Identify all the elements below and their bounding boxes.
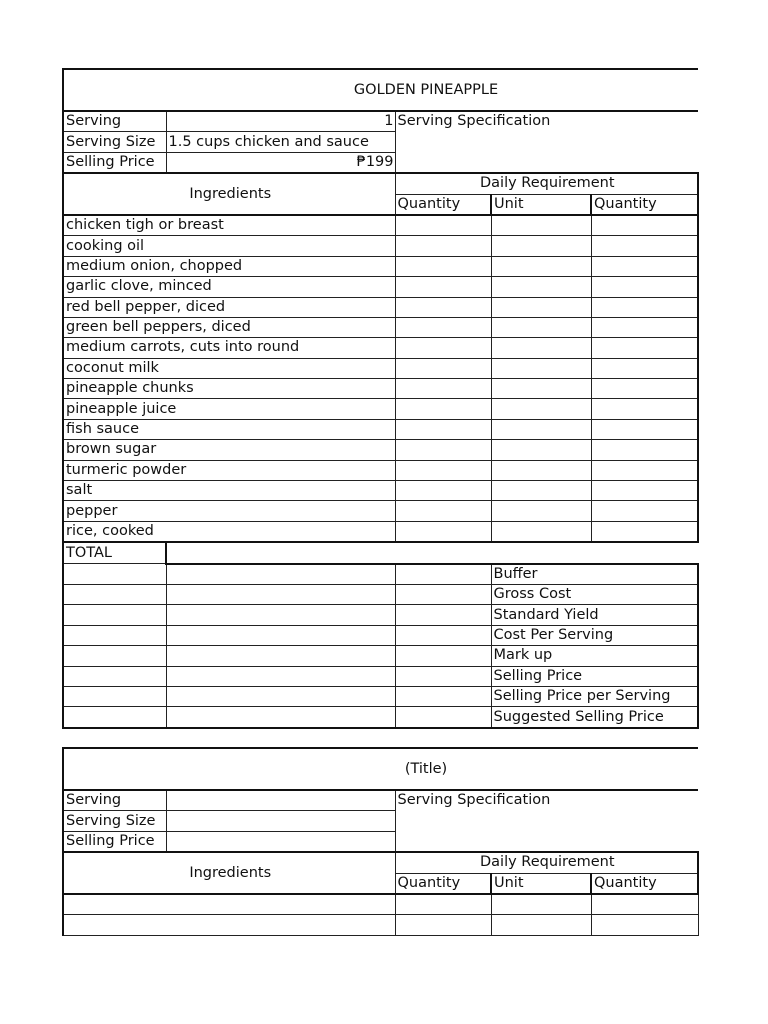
ingredient-name-cell[interactable]: coconut milk: [63, 358, 395, 378]
quantity-column-header: Quantity: [395, 873, 491, 894]
serving-size-label: Serving Size: [63, 132, 166, 152]
cost-col-c-cell[interactable]: [395, 646, 491, 666]
cost-col-b-cell[interactable]: [166, 686, 395, 706]
recipe-costing-sheet-blank: [62, 747, 697, 936]
quantity-cell[interactable]: [395, 419, 491, 439]
unit-cell[interactable]: [491, 481, 591, 501]
ingredient-row: [63, 277, 698, 297]
cost-col-a-cell[interactable]: [63, 625, 166, 645]
unit-cell[interactable]: [491, 915, 591, 935]
serving-size-value-cell[interactable]: [166, 811, 395, 831]
cost-col-b-cell[interactable]: [166, 584, 395, 604]
cost-row: [63, 646, 698, 666]
quantity-cell[interactable]: [395, 338, 491, 358]
ingredient-row: [63, 317, 698, 337]
ingredient-row: [63, 440, 698, 460]
quantity-cell[interactable]: [395, 481, 491, 501]
ingredient-name-cell[interactable]: cooking oil: [63, 236, 395, 256]
serving-size-value-cell[interactable]: 1.5 cups chicken and sauce: [166, 132, 395, 152]
cost-col-c-cell[interactable]: [395, 584, 491, 604]
quantity-cell[interactable]: [395, 215, 491, 236]
sheet-title: (Title): [63, 748, 698, 790]
ingredient-row: [63, 501, 698, 521]
ingredient-name-cell[interactable]: medium carrots, cuts into round: [63, 338, 395, 358]
ingredient-row: [63, 481, 698, 501]
ingredient-name-cell[interactable]: medium onion, chopped: [63, 256, 395, 276]
ingredient-name-cell[interactable]: garlic clove, minced: [63, 277, 395, 297]
ingredient-name-cell[interactable]: salt: [63, 481, 395, 501]
quantity2-cell[interactable]: [591, 358, 698, 378]
quantity2-cell[interactable]: [591, 419, 698, 439]
quantity2-cell[interactable]: [591, 894, 698, 915]
selling-price-label: Selling Price: [63, 152, 166, 173]
cost-col-b-cell[interactable]: [166, 707, 395, 728]
ingredient-name-cell[interactable]: fish sauce: [63, 419, 395, 439]
quantity2-cell[interactable]: [591, 481, 698, 501]
quantity-cell[interactable]: [395, 915, 491, 935]
recipe-costing-table-blank: [62, 747, 699, 936]
cost-row: [63, 666, 698, 686]
ingredient-cell[interactable]: [63, 894, 395, 915]
quantity-cell[interactable]: [395, 379, 491, 399]
quantity-cell[interactable]: [395, 358, 491, 378]
quantity2-cell[interactable]: [591, 399, 698, 419]
ingredient-name-cell[interactable]: green bell peppers, diced: [63, 317, 395, 337]
ingredient-row: [63, 358, 698, 378]
ingredient-name-cell[interactable]: brown sugar: [63, 440, 395, 460]
cost-item-label: Buffer: [491, 564, 698, 585]
unit-cell[interactable]: [491, 236, 591, 256]
cost-row: [63, 625, 698, 645]
unit-cell[interactable]: [491, 521, 591, 542]
serving-value-cell[interactable]: [166, 790, 395, 811]
unit-column-header: Unit: [491, 194, 591, 215]
unit-cell[interactable]: [491, 419, 591, 439]
ingredient-row: [63, 256, 698, 276]
ingredient-row: [63, 460, 698, 480]
ingredient-row: [63, 894, 698, 915]
unit-column-header: Unit: [491, 873, 591, 894]
cost-col-c-cell[interactable]: [395, 605, 491, 625]
recipe-costing-table: [62, 68, 699, 729]
ingredient-row: [63, 215, 698, 236]
unit-cell[interactable]: [491, 440, 591, 460]
ingredient-name-cell[interactable]: turmeric powder: [63, 460, 395, 480]
quantity2-cell[interactable]: [591, 236, 698, 256]
unit-cell[interactable]: [491, 215, 591, 236]
quantity-cell[interactable]: [395, 256, 491, 276]
quantity-column-header-2: Quantity: [591, 873, 698, 894]
cost-row: [63, 686, 698, 706]
unit-cell[interactable]: [491, 399, 591, 419]
ingredient-row: [63, 338, 698, 358]
ingredient-row: [63, 915, 698, 935]
quantity2-cell[interactable]: [591, 501, 698, 521]
cost-col-c-cell[interactable]: [395, 666, 491, 686]
cost-col-b-cell[interactable]: [166, 564, 395, 585]
cost-item-label: Standard Yield: [491, 605, 698, 625]
total-value-cell[interactable]: [166, 542, 698, 563]
serving-label: Serving: [63, 790, 166, 811]
unit-cell[interactable]: [491, 501, 591, 521]
serving-specification-label: Serving Specification: [395, 790, 698, 852]
selling-price-label: Selling Price: [63, 831, 166, 852]
ingredient-name-cell[interactable]: pineapple chunks: [63, 379, 395, 399]
quantity-column-header-2: Quantity: [591, 194, 698, 215]
cost-row: [63, 584, 698, 604]
cost-item-label: Selling Price: [491, 666, 698, 686]
cost-col-a-cell[interactable]: [63, 646, 166, 666]
cost-col-a-cell[interactable]: [63, 707, 166, 728]
quantity2-cell[interactable]: [591, 317, 698, 337]
cost-col-a-cell[interactable]: [63, 564, 166, 585]
ingredient-name-cell[interactable]: rice, cooked: [63, 521, 395, 542]
cost-col-a-cell[interactable]: [63, 686, 166, 706]
cost-col-c-cell[interactable]: [395, 686, 491, 706]
ingredient-row: [63, 521, 698, 542]
unit-cell[interactable]: [491, 277, 591, 297]
total-row: [63, 542, 698, 563]
quantity2-cell[interactable]: [591, 460, 698, 480]
serving-value-cell[interactable]: 1: [166, 111, 395, 132]
quantity2-cell[interactable]: [591, 215, 698, 236]
unit-cell[interactable]: [491, 358, 591, 378]
cost-item-label: Cost Per Serving: [491, 625, 698, 645]
serving-size-label: Serving Size: [63, 811, 166, 831]
cost-col-c-cell[interactable]: [395, 625, 491, 645]
quantity-column-header: Quantity: [395, 194, 491, 215]
quantity-cell[interactable]: [395, 521, 491, 542]
unit-cell[interactable]: [491, 338, 591, 358]
ingredients-header: Ingredients: [63, 852, 395, 894]
cost-col-b-cell[interactable]: [166, 625, 395, 645]
quantity2-cell[interactable]: [591, 277, 698, 297]
quantity2-cell[interactable]: [591, 297, 698, 317]
ingredient-cell[interactable]: [63, 915, 395, 935]
quantity2-cell[interactable]: [591, 440, 698, 460]
ingredient-row: [63, 297, 698, 317]
cost-item-label: Mark up: [491, 646, 698, 666]
cost-row: [63, 605, 698, 625]
ingredient-row: [63, 399, 698, 419]
daily-requirement-header: Daily Requirement: [395, 852, 698, 873]
recipe-costing-sheet-golden-pineapple: [62, 68, 697, 729]
cost-col-a-cell[interactable]: [63, 584, 166, 604]
cost-col-c-cell[interactable]: [395, 707, 491, 728]
ingredient-row: [63, 419, 698, 439]
ingredient-name-cell[interactable]: red bell pepper, diced: [63, 297, 395, 317]
serving-label: Serving: [63, 111, 166, 132]
quantity-cell[interactable]: [395, 894, 491, 915]
quantity-cell[interactable]: [395, 399, 491, 419]
quantity-cell[interactable]: [395, 317, 491, 337]
cost-row: [63, 707, 698, 728]
quantity-cell[interactable]: [395, 501, 491, 521]
cost-item-label: Suggested Selling Price: [491, 707, 698, 728]
selling-price-value-cell[interactable]: ₱199: [166, 152, 395, 173]
cost-col-b-cell[interactable]: [166, 605, 395, 625]
ingredients-header: Ingredients: [63, 173, 395, 215]
unit-cell[interactable]: [491, 317, 591, 337]
unit-cell[interactable]: [491, 379, 591, 399]
serving-specification-label: Serving Specification: [395, 111, 698, 173]
unit-cell[interactable]: [491, 256, 591, 276]
ingredient-row: [63, 379, 698, 399]
cost-item-label: Gross Cost: [491, 584, 698, 604]
ingredient-row: [63, 236, 698, 256]
quantity-cell[interactable]: [395, 236, 491, 256]
quantity2-cell[interactable]: [591, 915, 698, 935]
ingredient-name-cell[interactable]: chicken tigh or breast: [63, 215, 395, 236]
quantity-cell[interactable]: [395, 440, 491, 460]
unit-cell[interactable]: [491, 894, 591, 915]
quantity-cell[interactable]: [395, 460, 491, 480]
daily-requirement-header: Daily Requirement: [395, 173, 698, 194]
quantity-cell[interactable]: [395, 277, 491, 297]
cost-item-label: Selling Price per Serving: [491, 686, 698, 706]
cost-row: [63, 564, 698, 585]
unit-cell[interactable]: [491, 460, 591, 480]
quantity2-cell[interactable]: [591, 521, 698, 542]
ingredient-name-cell[interactable]: pepper: [63, 501, 395, 521]
cost-col-a-cell[interactable]: [63, 666, 166, 686]
selling-price-value-cell[interactable]: [166, 831, 395, 852]
quantity-cell[interactable]: [395, 297, 491, 317]
ingredient-name-cell[interactable]: pineapple juice: [63, 399, 395, 419]
quantity2-cell[interactable]: [591, 338, 698, 358]
unit-cell[interactable]: [491, 297, 591, 317]
quantity2-cell[interactable]: [591, 379, 698, 399]
cost-col-a-cell[interactable]: [63, 605, 166, 625]
cost-col-b-cell[interactable]: [166, 646, 395, 666]
total-label: TOTAL: [63, 542, 166, 563]
cost-col-b-cell[interactable]: [166, 666, 395, 686]
sheet-title: GOLDEN PINEAPPLE: [63, 69, 698, 111]
quantity2-cell[interactable]: [591, 256, 698, 276]
cost-col-c-cell[interactable]: [395, 564, 491, 585]
